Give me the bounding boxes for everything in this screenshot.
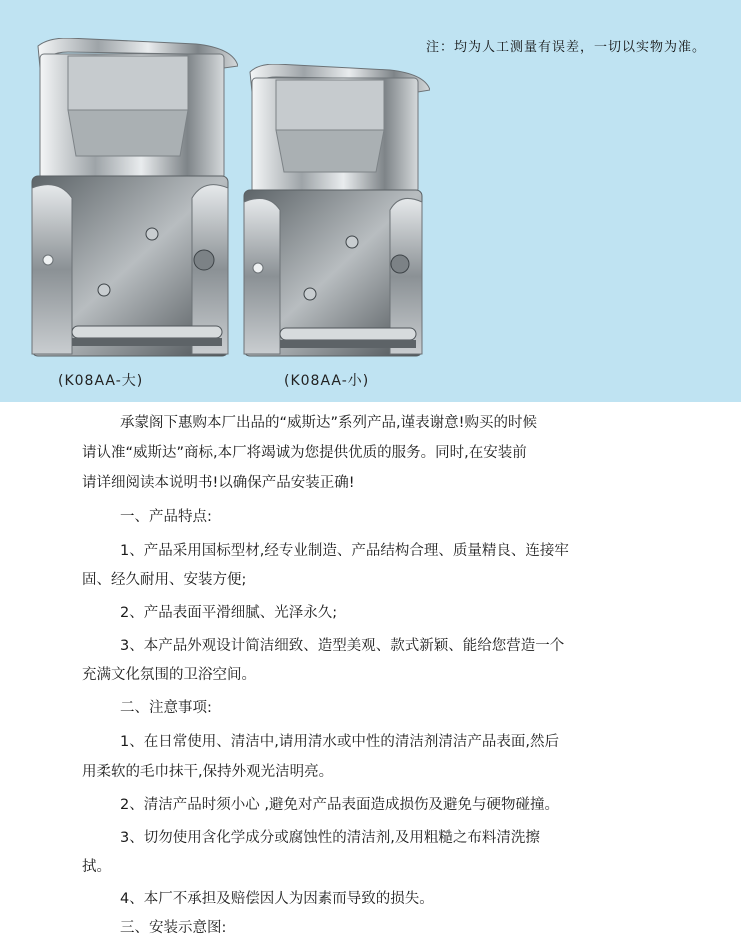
product-image-small xyxy=(240,64,430,358)
text-line: 请认准“威斯达”商标,本厂将竭诚为您提供优质的服务。同时,在安装前 xyxy=(82,445,527,461)
product-caption-large: (K08AA-大) xyxy=(58,373,144,389)
text-line: 用柔软的毛巾抹干,保持外观光洁明亮。 xyxy=(82,764,334,780)
product-banner xyxy=(0,0,741,402)
text-line: 3、切勿使用含化学成分或腐蚀性的清洁剂,及用粗糙之布料清洗擦 xyxy=(120,830,540,846)
text-line: 2、清洁产品时须小心 ,避免对产品表面造成损伤及避免与硬物碰撞。 xyxy=(120,797,559,813)
text-line: 1、产品采用国标型材,经专业制造、产品结构合理、质量精良、连接牢 xyxy=(120,543,569,559)
section-heading: 一、产品特点: xyxy=(120,509,212,525)
section-heading: 三、安装示意图: xyxy=(120,920,227,936)
text-line: 固、经久耐用、安装方便; xyxy=(82,572,247,588)
text-line: 充满文化氛围的卫浴空间。 xyxy=(82,667,256,683)
text-line: 4、本厂不承担及赔偿因人为因素而导致的损失。 xyxy=(120,891,434,907)
product-image-large xyxy=(28,38,238,358)
text-line: 拭。 xyxy=(82,859,111,875)
text-line: 承蒙阁下惠购本厂出品的“威斯达”系列产品,谨表谢意!购买的时候 xyxy=(120,415,537,431)
measurement-note: 注：均为人工测量有误差，一切以实物为准。 xyxy=(426,40,707,55)
product-caption-small: (K08AA-小) xyxy=(284,373,370,389)
text-line: 1、在日常使用、清洁中,请用清水或中性的清洁剂清洁产品表面,然后 xyxy=(120,734,559,750)
section-heading: 二、注意事项: xyxy=(120,700,212,716)
text-line: 2、产品表面平滑细腻、光泽永久; xyxy=(120,605,338,621)
text-line: 3、本产品外观设计简洁细致、造型美观、款式新颖、能给您营造一个 xyxy=(120,638,565,654)
text-line: 请详细阅读本说明书!以确保产品安装正确! xyxy=(82,475,355,491)
